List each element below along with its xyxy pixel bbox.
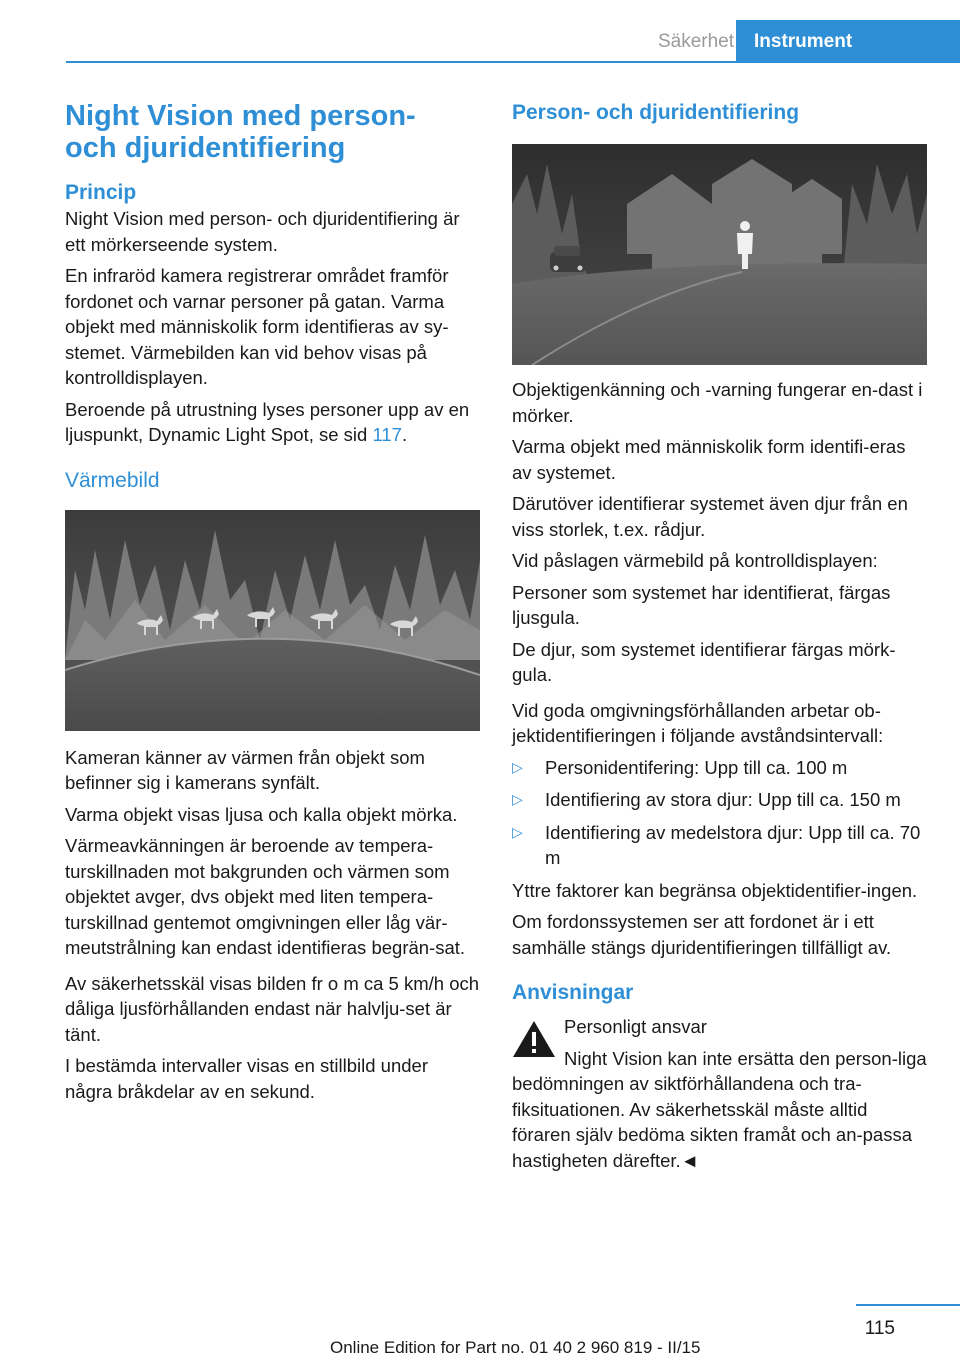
page-link-117[interactable]: 117 xyxy=(372,424,402,445)
thermal-image-figure xyxy=(65,510,480,731)
footer-rule xyxy=(856,1304,960,1306)
principle-heading: Princip xyxy=(65,181,137,204)
detection-paragraph-5: Personer som systemet har identifierat, färgas ljusgula. xyxy=(512,581,891,628)
chapter-tab-instrument[interactable]: Instrument xyxy=(736,20,960,62)
thermal-paragraph-4: Av säkerhetsskäl visas bilden fr o m ca 5 km/h och dåliga ljusförhållanden endast när halvlju-set är tänt. xyxy=(65,972,480,1045)
thermal-paragraph-5: I bestämda intervaller visas en stillbild under några bråkdelar av en sekund. xyxy=(65,1055,428,1102)
principle-paragraph-2: En infraröd kamera registrerar området framför fordonet och varnar personer på gatan. Varma objekt med människolik form identifieras av sy-stemet. Värmebilden kan vid behov visas på kontrolldisplayen. xyxy=(65,265,449,388)
section-tab-sakerhet[interactable]: Säkerhet xyxy=(657,31,734,52)
edition-footer: Online Edition for Part no. 01 40 2 960 819 - II/15 xyxy=(330,1338,701,1357)
page-number: 115 xyxy=(864,1318,895,1339)
page-title: Night Vision med person- och djuridentifiering xyxy=(65,100,416,164)
warning-block xyxy=(512,1014,927,1046)
thermal-image-heading: Värmebild xyxy=(65,468,160,492)
thermal-paragraph-3: Värmeavkänningen är beroende av tempera-turskillnaden mot bakgrunden och värmen som objektet avger, dvs objekt med liten tempera-turskillnad gentemot omgivningen eller låg vär-meutstrålning kan endast identifieras begrän-sat. xyxy=(65,835,466,958)
list-item-text: Personidentifering: Upp till ca. 100 m xyxy=(545,756,848,778)
detection-heading: Person- och djuridentifiering xyxy=(512,101,800,124)
warning-triangle-icon xyxy=(512,1020,556,1058)
detection-paragraph-2: Varma objekt med människolik form identifi-eras av systemet. xyxy=(512,436,906,483)
detection-paragraph-4: Vid påslagen värmebild på kontrolldisplayen: xyxy=(512,550,878,571)
thermal-paragraph-1: Kameran känner av värmen från objekt som befinner sig i kamerans synfält. xyxy=(65,746,425,793)
detection-paragraph-6: De djur, som systemet identifierar färgas mörk-gula. xyxy=(512,638,896,685)
detection-paragraph-3: Därutöver identifierar systemet även djur från en viss storlek, t.ex. rådjur. xyxy=(512,493,908,540)
detection-image-figure xyxy=(512,144,927,365)
list-item-text: Identifiering av stora djur: Upp till ca. 150 m xyxy=(545,789,901,810)
triangle-bullet-icon: ▷ xyxy=(512,791,523,807)
header-rule xyxy=(66,61,960,63)
detection-paragraph-1: Objektigenkänning och -varning fungerar en-dast i mörker. xyxy=(512,379,923,426)
principle-paragraph-3-text: Beroende på utrustning lyses personer upp av en ljuspunkt, Dynamic Light Spot, se sid xyxy=(65,398,470,445)
principle-paragraph-3 xyxy=(65,397,480,448)
warning-text: Night Vision kan inte ersätta den person-liga bedömningen av siktförhållandena och tra-fiksituationen. Av säkerhetsskäl måste alltid föraren själv bedöma sikten framåt och an-passa hastigheten därefter.◄ xyxy=(512,1047,927,1171)
list-item-text: Identifiering av medelstora djur: Upp till ca. 70 m xyxy=(545,821,921,868)
principle-paragraph-3-end: . xyxy=(401,424,408,445)
principle-paragraph-1: Night Vision med person- och djuridentifiering är ett mörkerseende system. xyxy=(65,208,460,255)
right-column xyxy=(512,100,927,1173)
list-item xyxy=(512,755,927,781)
left-column xyxy=(65,100,480,1104)
detection-paragraph-8: Yttre faktorer kan begränsa objektidentifier-ingen. xyxy=(512,879,918,901)
triangle-bullet-icon: ▷ xyxy=(512,758,523,775)
range-list xyxy=(512,755,927,871)
list-item xyxy=(512,820,927,871)
list-item xyxy=(512,787,927,813)
notes-heading: Anvisningar xyxy=(512,981,634,1004)
detection-paragraph-7: Vid goda omgivningsförhållanden arbetar ob-jektidentifieringen i följande avståndsintervall: xyxy=(512,699,884,746)
triangle-bullet-icon: ▷ xyxy=(512,823,523,840)
thermal-paragraph-2: Varma objekt visas ljusa och kalla objekt mörka. xyxy=(65,803,458,825)
detection-paragraph-9: Om fordonssystemen ser att fordonet är i ett samhälle stängs djuridentifieringen tillfälligt av. xyxy=(512,911,892,958)
warning-title: Personligt ansvar xyxy=(564,1016,707,1037)
page-header xyxy=(66,0,960,62)
